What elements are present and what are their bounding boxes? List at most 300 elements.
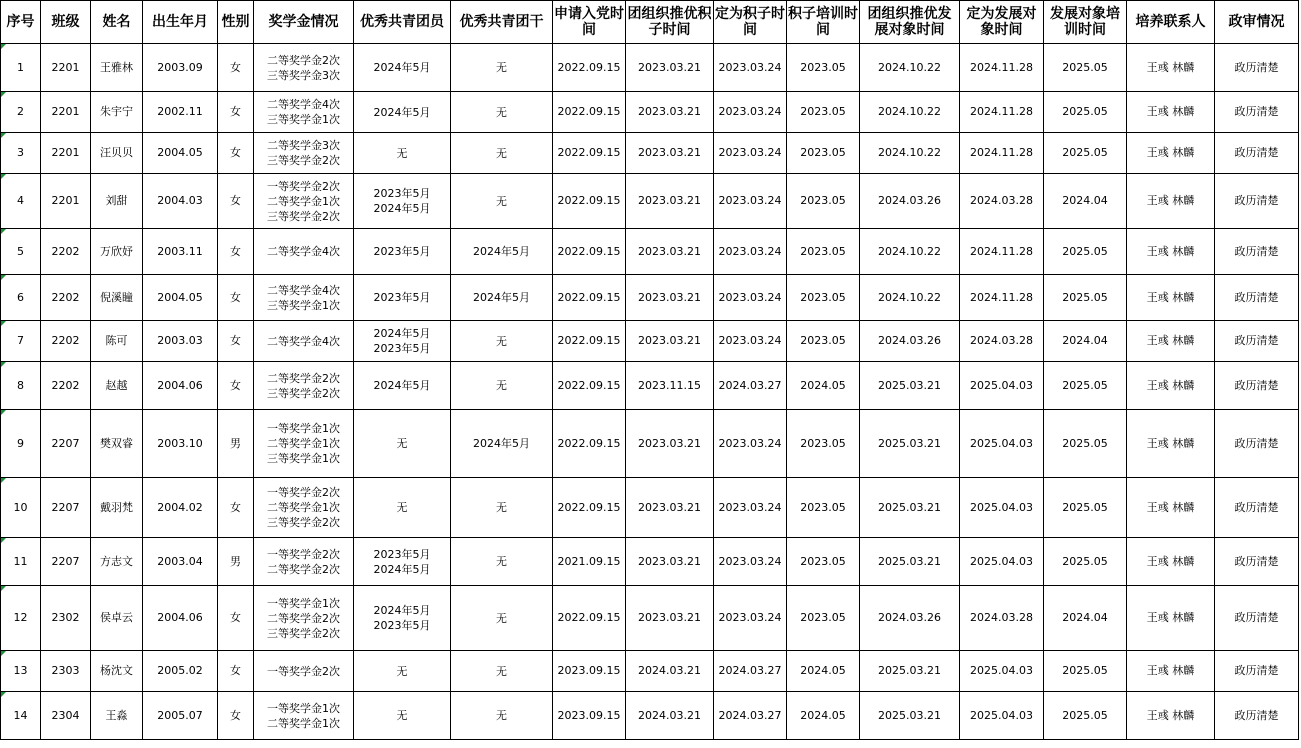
cell-excellent-cadre [451, 362, 553, 410]
cell-no: 13 [1, 651, 41, 692]
cell-development-date: 2025.04.03 [960, 692, 1044, 740]
cell-active-date: 2023.03.24 [714, 586, 787, 651]
cell-line: 无 [496, 611, 507, 625]
cell-excellent-member [354, 362, 451, 410]
cell-excellent-member [354, 586, 451, 651]
cell-active-training: 2023.05 [787, 478, 860, 538]
cell-development-training: 2025.05 [1044, 410, 1127, 478]
cell-recommend-development-date: 2025.03.21 [860, 478, 960, 538]
cell-development-training: 2024.04 [1044, 586, 1127, 651]
cell-excellent-member [354, 229, 451, 275]
cell-active-training: 2024.05 [787, 692, 860, 740]
cell-recommend-development-date: 2024.10.22 [860, 44, 960, 92]
cell-contact: 王彧 林麟 [1127, 651, 1215, 692]
cell-name: 方志文 [91, 538, 143, 586]
header-gender: 性别 [218, 1, 254, 44]
table-row [1, 44, 1299, 92]
cell-development-training: 2025.05 [1044, 229, 1127, 275]
header-active-date: 定为积子时间 [714, 1, 787, 44]
table-row [1, 362, 1299, 410]
cell-active-training: 2023.05 [787, 538, 860, 586]
cell-name: 朱宇宁 [91, 92, 143, 133]
cell-excellent-cadre [451, 478, 553, 538]
cell-excellent-member [354, 133, 451, 174]
cell-line: 2024年5月 [373, 562, 431, 576]
cell-active-date: 2023.03.24 [714, 133, 787, 174]
cell-line: 三等奖学金1次 [267, 452, 340, 465]
cell-apply-date: 2023.09.15 [553, 692, 626, 740]
cell-line: 二等奖学金4次 [267, 334, 340, 348]
cell-line: 无 [496, 146, 507, 160]
cell-line: 二等奖学金1次 [267, 501, 340, 514]
cell-line: 2023年5月 [373, 245, 431, 258]
cell-line: 无 [496, 105, 507, 119]
cell-no: 10 [1, 478, 41, 538]
header-contact: 培养联系人 [1127, 1, 1215, 44]
cell-recommend-development-date: 2024.03.26 [860, 174, 960, 229]
cell-scholarship [254, 410, 354, 478]
table-row [1, 174, 1299, 229]
cell-contact: 王彧 林麟 [1127, 586, 1215, 651]
cell-line: 2024年5月 [373, 202, 431, 215]
cell-recommend-development-date: 2025.03.21 [860, 362, 960, 410]
cell-line: 无 [396, 146, 408, 160]
cell-line: 2024年5月 [373, 327, 431, 340]
cell-development-training: 2025.05 [1044, 362, 1127, 410]
cell-recommend-active-date: 2024.03.21 [626, 651, 714, 692]
cell-no: 7 [1, 321, 41, 362]
cell-line: 三等奖学金2次 [267, 516, 340, 529]
cell-no: 2 [1, 92, 41, 133]
table-body [1, 44, 1299, 740]
cell-gender: 女 [218, 174, 254, 229]
cell-class: 2201 [41, 92, 91, 133]
header-development-training: 发展对象培训时间 [1044, 1, 1127, 44]
cell-line: 一等奖学金2次 [267, 179, 340, 193]
cell-active-training: 2023.05 [787, 275, 860, 321]
cell-active-training: 2023.05 [787, 321, 860, 362]
cell-no: 12 [1, 586, 41, 651]
cell-active-date: 2023.03.24 [714, 478, 787, 538]
cell-excellent-member [354, 275, 451, 321]
cell-contact: 王彧 林麟 [1127, 478, 1215, 538]
cell-line: 一等奖学金1次 [267, 596, 340, 610]
cell-line: 2023年5月 [373, 187, 431, 200]
cell-birth: 2004.02 [143, 478, 218, 538]
cell-gender: 女 [218, 321, 254, 362]
cell-line: 一等奖学金2次 [267, 664, 340, 678]
cell-class: 2201 [41, 44, 91, 92]
cell-active-date: 2023.03.24 [714, 275, 787, 321]
cell-line: 2023年5月 [373, 342, 431, 355]
cell-line: 无 [496, 379, 507, 392]
cell-excellent-member [354, 321, 451, 362]
cell-line: 二等奖学金2次 [267, 53, 340, 67]
cell-development-date: 2024.11.28 [960, 229, 1044, 275]
cell-contact: 王彧 林麟 [1127, 538, 1215, 586]
cell-line: 二等奖学金2次 [267, 562, 340, 576]
cell-active-training: 2023.05 [787, 586, 860, 651]
table-row [1, 692, 1299, 740]
cell-active-date: 2024.03.27 [714, 362, 787, 410]
cell-line: 二等奖学金1次 [267, 194, 340, 208]
cell-line: 无 [496, 194, 507, 208]
cell-line: 三等奖学金1次 [267, 113, 340, 126]
cell-excellent-member [354, 651, 451, 692]
table-row [1, 410, 1299, 478]
cell-line: 一等奖学金1次 [267, 701, 340, 715]
cell-birth: 2003.11 [143, 229, 218, 275]
cell-active-date: 2023.03.24 [714, 174, 787, 229]
cell-development-date: 2024.11.28 [960, 275, 1044, 321]
cell-line: 2024年5月 [373, 105, 431, 119]
cell-line: 无 [496, 664, 507, 678]
cell-active-training: 2023.05 [787, 174, 860, 229]
cell-active-date: 2024.03.27 [714, 651, 787, 692]
cell-political-review: 政历清楚 [1215, 478, 1299, 538]
cell-scholarship [254, 321, 354, 362]
header-scholarship: 奖学金情况 [254, 1, 354, 44]
cell-recommend-development-date: 2024.10.22 [860, 229, 960, 275]
cell-recommend-active-date: 2023.03.21 [626, 174, 714, 229]
cell-scholarship [254, 44, 354, 92]
cell-excellent-cadre [451, 44, 553, 92]
cell-line: 无 [396, 664, 408, 678]
cell-active-training: 2023.05 [787, 133, 860, 174]
cell-recommend-active-date: 2023.03.21 [626, 478, 714, 538]
table-row [1, 651, 1299, 692]
cell-gender: 女 [218, 275, 254, 321]
cell-gender: 女 [218, 133, 254, 174]
cell-line: 2024年5月 [373, 61, 431, 74]
cell-no: 1 [1, 44, 41, 92]
cell-contact: 王彧 林麟 [1127, 174, 1215, 229]
cell-apply-date: 2022.09.15 [553, 410, 626, 478]
cell-recommend-development-date: 2024.10.22 [860, 133, 960, 174]
cell-no: 4 [1, 174, 41, 229]
cell-gender: 女 [218, 586, 254, 651]
cell-name: 戴羽梵 [91, 478, 143, 538]
cell-scholarship [254, 478, 354, 538]
cell-political-review: 政历清楚 [1215, 133, 1299, 174]
cell-active-date: 2023.03.24 [714, 321, 787, 362]
cell-political-review: 政历清楚 [1215, 275, 1299, 321]
cell-excellent-member [354, 692, 451, 740]
cell-political-review: 政历清楚 [1215, 651, 1299, 692]
cell-no: 9 [1, 410, 41, 478]
cell-birth: 2003.03 [143, 321, 218, 362]
cell-line: 无 [496, 555, 507, 568]
cell-line: 二等奖学金3次 [267, 139, 340, 152]
cell-scholarship [254, 651, 354, 692]
cell-excellent-cadre [451, 692, 553, 740]
cell-development-date: 2024.03.28 [960, 586, 1044, 651]
cell-recommend-active-date: 2023.03.21 [626, 410, 714, 478]
cell-political-review: 政历清楚 [1215, 692, 1299, 740]
cell-political-review: 政历清楚 [1215, 92, 1299, 133]
cell-excellent-cadre [451, 229, 553, 275]
table-row [1, 538, 1299, 586]
cell-apply-date: 2022.09.15 [553, 133, 626, 174]
cell-excellent-cadre [451, 586, 553, 651]
cell-line: 无 [396, 501, 408, 514]
cell-recommend-development-date: 2024.10.22 [860, 275, 960, 321]
cell-birth: 2004.05 [143, 133, 218, 174]
cell-scholarship [254, 692, 354, 740]
cell-line: 2023年5月 [373, 291, 431, 304]
cell-class: 2202 [41, 275, 91, 321]
cell-apply-date: 2023.09.15 [553, 651, 626, 692]
cell-political-review: 政历清楚 [1215, 586, 1299, 651]
cell-contact: 王彧 林麟 [1127, 229, 1215, 275]
cell-line: 二等奖学金1次 [267, 437, 340, 450]
cell-line: 无 [496, 709, 507, 722]
cell-active-date: 2023.03.24 [714, 229, 787, 275]
table-row [1, 92, 1299, 133]
cell-class: 2201 [41, 174, 91, 229]
table-row [1, 321, 1299, 362]
cell-no: 8 [1, 362, 41, 410]
cell-recommend-development-date: 2025.03.21 [860, 651, 960, 692]
cell-development-date: 2024.03.28 [960, 321, 1044, 362]
cell-development-date: 2024.03.28 [960, 174, 1044, 229]
cell-name: 陈可 [91, 321, 143, 362]
cell-excellent-cadre [451, 275, 553, 321]
cell-line: 三等奖学金3次 [267, 68, 340, 82]
cell-line: 2024年5月 [473, 245, 530, 258]
cell-line: 一等奖学金2次 [267, 486, 340, 499]
cell-line: 无 [396, 709, 408, 722]
cell-apply-date: 2022.09.15 [553, 321, 626, 362]
cell-name: 樊双睿 [91, 410, 143, 478]
cell-political-review: 政历清楚 [1215, 229, 1299, 275]
header-recommend-development-date: 团组织推优发展对象时间 [860, 1, 960, 44]
cell-recommend-active-date: 2023.03.21 [626, 586, 714, 651]
cell-development-date: 2025.04.03 [960, 538, 1044, 586]
cell-apply-date: 2022.09.15 [553, 478, 626, 538]
cell-class: 2202 [41, 321, 91, 362]
cell-scholarship [254, 229, 354, 275]
cell-line: 三等奖学金2次 [267, 626, 340, 640]
cell-recommend-development-date: 2025.03.21 [860, 692, 960, 740]
cell-gender: 女 [218, 92, 254, 133]
cell-recommend-active-date: 2023.03.21 [626, 133, 714, 174]
cell-line: 2024年5月 [373, 379, 431, 392]
cell-birth: 2005.07 [143, 692, 218, 740]
header-recommend-active-date: 团组织推优积子时间 [626, 1, 714, 44]
cell-line: 二等奖学金4次 [267, 245, 340, 258]
cell-active-training: 2023.05 [787, 410, 860, 478]
cell-line: 2024年5月 [373, 604, 431, 617]
cell-scholarship [254, 586, 354, 651]
cell-development-training: 2025.05 [1044, 692, 1127, 740]
cell-gender: 女 [218, 692, 254, 740]
cell-political-review: 政历清楚 [1215, 174, 1299, 229]
cell-class: 2202 [41, 362, 91, 410]
cell-birth: 2002.11 [143, 92, 218, 133]
cell-political-review: 政历清楚 [1215, 410, 1299, 478]
cell-line: 二等奖学金1次 [267, 716, 340, 730]
cell-line: 2023年5月 [373, 547, 431, 561]
cell-development-date: 2024.11.28 [960, 44, 1044, 92]
cell-recommend-active-date: 2023.03.21 [626, 321, 714, 362]
cell-name: 刘甜 [91, 174, 143, 229]
cell-gender: 女 [218, 478, 254, 538]
cell-line: 三等奖学金2次 [267, 386, 340, 400]
cell-active-date: 2024.03.27 [714, 692, 787, 740]
cell-recommend-active-date: 2023.11.15 [626, 362, 714, 410]
cell-apply-date: 2022.09.15 [553, 586, 626, 651]
cell-development-training: 2025.05 [1044, 275, 1127, 321]
cell-name: 汪贝贝 [91, 133, 143, 174]
cell-class: 2207 [41, 538, 91, 586]
cell-excellent-cadre [451, 133, 553, 174]
cell-name: 王雅林 [91, 44, 143, 92]
cell-recommend-development-date: 2024.03.26 [860, 321, 960, 362]
cell-contact: 王彧 林麟 [1127, 44, 1215, 92]
table-row [1, 229, 1299, 275]
cell-name: 倪溪瞳 [91, 275, 143, 321]
header-row [1, 1, 1299, 44]
cell-no: 14 [1, 692, 41, 740]
cell-active-training: 2023.05 [787, 229, 860, 275]
cell-apply-date: 2022.09.15 [553, 44, 626, 92]
cell-gender: 女 [218, 229, 254, 275]
cell-development-date: 2025.04.03 [960, 651, 1044, 692]
header-excellent-cadre: 优秀共青团干 [451, 1, 553, 44]
cell-apply-date: 2022.09.15 [553, 92, 626, 133]
cell-scholarship [254, 133, 354, 174]
cell-active-date: 2023.03.24 [714, 538, 787, 586]
cell-active-date: 2023.03.24 [714, 44, 787, 92]
cell-scholarship [254, 174, 354, 229]
cell-class: 2304 [41, 692, 91, 740]
header-apply-date: 申请入党时间 [553, 1, 626, 44]
cell-line: 一等奖学金2次 [267, 547, 340, 561]
cell-apply-date: 2021.09.15 [553, 538, 626, 586]
cell-line: 二等奖学金4次 [267, 98, 340, 111]
cell-birth: 2004.05 [143, 275, 218, 321]
cell-scholarship [254, 275, 354, 321]
cell-excellent-member [354, 44, 451, 92]
cell-name: 侯卓云 [91, 586, 143, 651]
cell-excellent-member [354, 410, 451, 478]
cell-development-date: 2024.11.28 [960, 133, 1044, 174]
cell-excellent-member [354, 92, 451, 133]
cell-excellent-member [354, 174, 451, 229]
cell-apply-date: 2022.09.15 [553, 275, 626, 321]
table-row [1, 275, 1299, 321]
cell-line: 无 [496, 501, 507, 514]
cell-contact: 王彧 林麟 [1127, 321, 1215, 362]
cell-no: 11 [1, 538, 41, 586]
table-row [1, 586, 1299, 651]
header-birth: 出生年月 [143, 1, 218, 44]
cell-line: 三等奖学金1次 [267, 298, 340, 312]
cell-apply-date: 2022.09.15 [553, 174, 626, 229]
cell-gender: 女 [218, 362, 254, 410]
cell-recommend-development-date: 2025.03.21 [860, 410, 960, 478]
cell-recommend-active-date: 2023.03.21 [626, 44, 714, 92]
cell-birth: 2005.02 [143, 651, 218, 692]
cell-development-date: 2024.11.28 [960, 92, 1044, 133]
cell-political-review: 政历清楚 [1215, 538, 1299, 586]
cell-active-training: 2024.05 [787, 651, 860, 692]
header-development-date: 定为发展对象时间 [960, 1, 1044, 44]
cell-excellent-cadre [451, 321, 553, 362]
header-excellent-member: 优秀共青团员 [354, 1, 451, 44]
cell-scholarship [254, 92, 354, 133]
cell-scholarship [254, 538, 354, 586]
cell-line: 三等奖学金2次 [267, 209, 340, 223]
cell-active-training: 2023.05 [787, 44, 860, 92]
cell-class: 2207 [41, 478, 91, 538]
cell-line: 二等奖学金4次 [267, 283, 340, 297]
cell-birth: 2004.06 [143, 586, 218, 651]
cell-class: 2303 [41, 651, 91, 692]
cell-development-date: 2025.04.03 [960, 478, 1044, 538]
cell-no: 3 [1, 133, 41, 174]
cell-active-training: 2023.05 [787, 92, 860, 133]
cell-name: 赵越 [91, 362, 143, 410]
cell-no: 5 [1, 229, 41, 275]
cell-excellent-member [354, 478, 451, 538]
cell-excellent-cadre [451, 538, 553, 586]
cell-contact: 王彧 林麟 [1127, 275, 1215, 321]
cell-excellent-cadre [451, 174, 553, 229]
cell-development-training: 2025.05 [1044, 133, 1127, 174]
cell-recommend-development-date: 2024.03.26 [860, 586, 960, 651]
cell-birth: 2004.06 [143, 362, 218, 410]
cell-development-training: 2025.05 [1044, 92, 1127, 133]
cell-line: 2024年5月 [473, 437, 530, 450]
header-class: 班级 [41, 1, 91, 44]
cell-gender: 女 [218, 44, 254, 92]
cell-line: 2024年5月 [473, 291, 530, 304]
cell-scholarship [254, 362, 354, 410]
cell-gender: 女 [218, 651, 254, 692]
cell-line: 二等奖学金2次 [267, 611, 340, 625]
header-active-training: 积子培训时间 [787, 1, 860, 44]
cell-recommend-active-date: 2023.03.21 [626, 229, 714, 275]
cell-line: 2023年5月 [373, 619, 431, 632]
cell-active-date: 2023.03.24 [714, 410, 787, 478]
cell-contact: 王彧 林麟 [1127, 410, 1215, 478]
cell-name: 万欣妤 [91, 229, 143, 275]
cell-development-date: 2025.04.03 [960, 362, 1044, 410]
cell-development-date: 2025.04.03 [960, 410, 1044, 478]
cell-active-training: 2024.05 [787, 362, 860, 410]
header-no: 序号 [1, 1, 41, 44]
cell-contact: 王彧 林麟 [1127, 362, 1215, 410]
cell-name: 杨沈文 [91, 651, 143, 692]
table-row [1, 478, 1299, 538]
cell-recommend-development-date: 2025.03.21 [860, 538, 960, 586]
cell-excellent-cadre [451, 92, 553, 133]
cell-class: 2302 [41, 586, 91, 651]
cell-recommend-active-date: 2023.03.21 [626, 275, 714, 321]
cell-birth: 2004.03 [143, 174, 218, 229]
cell-birth: 2003.09 [143, 44, 218, 92]
cell-apply-date: 2022.09.15 [553, 362, 626, 410]
cell-development-training: 2025.05 [1044, 651, 1127, 692]
cell-class: 2202 [41, 229, 91, 275]
cell-contact: 王彧 林麟 [1127, 692, 1215, 740]
cell-line: 二等奖学金2次 [267, 371, 340, 385]
cell-development-training: 2025.05 [1044, 538, 1127, 586]
cell-gender: 男 [218, 538, 254, 586]
cell-political-review: 政历清楚 [1215, 44, 1299, 92]
